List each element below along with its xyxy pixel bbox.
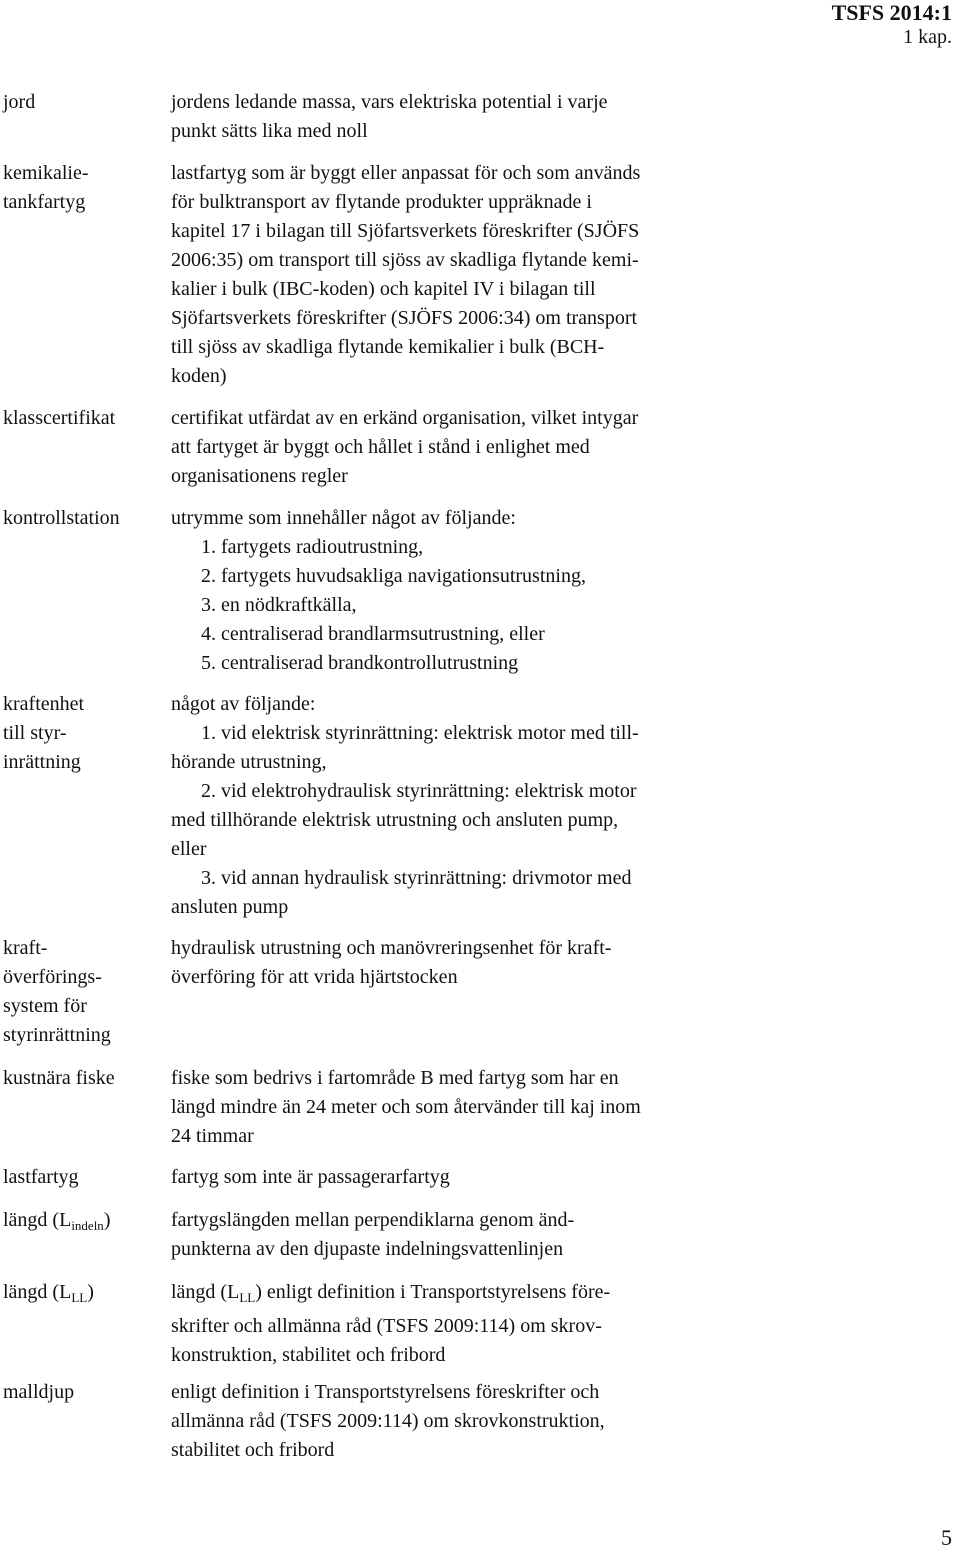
definition: [171, 88, 726, 146]
definition-line: fartyg som inte är passagerarfartyg: [171, 1166, 450, 1188]
list-item: 4. centraliserad brandlarmsutrustning, eller: [201, 623, 545, 645]
definition-line: Sjöfartsverkets föreskrifter (SJÖFS 2006:34) om transport: [171, 307, 638, 329]
term: [3, 1278, 153, 1312]
term-line: lastfartyg: [3, 1166, 79, 1188]
definition-line: punkterna av den djupaste indelningsvattenlinjen: [171, 1238, 564, 1260]
definition-line: punkt sätts lika med noll: [171, 120, 368, 142]
definition-line: konstruktion, stabilitet och fribord: [171, 1344, 446, 1366]
definition: [171, 504, 726, 678]
list-item-line: hörande utrustning,: [171, 751, 327, 773]
term: [3, 934, 153, 1050]
definition-line: kalier i bulk (IBC-koden) och kapitel IV i bilagan till: [171, 278, 596, 300]
page-number: 5: [941, 1525, 952, 1550]
term-line: tankfartyg: [3, 191, 86, 213]
definition-line: [171, 1278, 726, 1312]
list-item-text: 1. vid elektrisk styrinrättning: elektrisk motor med till-: [201, 722, 639, 744]
chapter-label: 1 kap.: [903, 26, 952, 48]
list-item-line: eller: [171, 838, 207, 860]
term: [3, 690, 153, 777]
definition-line: organisationens regler: [171, 465, 348, 487]
term: [3, 159, 153, 217]
definition: [171, 1206, 726, 1264]
term-line: till styr-: [3, 722, 67, 744]
term-line: inrättning: [3, 751, 81, 773]
list-item-line: med tillhörande elektrisk utrustning och ansluten pump,: [171, 809, 619, 831]
term-line: kustnära fiske: [3, 1067, 115, 1089]
list-item: 3. en nödkraftkälla,: [201, 594, 357, 616]
list-item-line: ansluten pump: [171, 896, 289, 918]
term: [3, 1163, 153, 1192]
term: [3, 1206, 153, 1240]
definition: [171, 159, 726, 391]
definition-line: till sjöss av skadliga flytande kemikalier i bulk (BCH-: [171, 336, 605, 358]
definition-line: 2006:35) om transport till sjöss av skadliga flytande kemi-: [171, 249, 639, 271]
definition-line: överföring för att vrida hjärtstocken: [171, 966, 458, 988]
definition-intro: utrymme som innehåller något av följande:: [171, 507, 516, 529]
definition-line: certifikat utfärdat av en erkänd organisation, vilket intygar: [171, 407, 639, 429]
term: [3, 404, 153, 433]
term-line: kraftenhet: [3, 693, 85, 715]
term-line: kraft-: [3, 937, 48, 959]
definition: [171, 934, 726, 992]
list-item: 5. centraliserad brandkontrollutrustning: [201, 652, 519, 674]
definition-line: fiske som bedrivs i fartområde B med fartyg som har en: [171, 1067, 619, 1089]
definition: [171, 1064, 726, 1151]
page-header: [832, 0, 952, 48]
term-subscript: LL: [71, 1290, 88, 1305]
list-item-line: [171, 719, 726, 748]
definition-text: ) enligt definition i Transportstyrelsens före-: [255, 1281, 611, 1303]
term-text: ): [103, 1209, 111, 1231]
list-item: 2. fartygets huvudsakliga navigationsutrustning,: [201, 565, 586, 587]
definition-line: kapitel 17 i bilagan till Sjöfartsverkets föreskrifter (SJÖFS: [171, 220, 640, 242]
definition-line: hydraulisk utrustning och manövreringsenhet för kraft-: [171, 937, 612, 959]
definition-line: för bulktransport av flytande produkter uppräknade i: [171, 191, 592, 213]
term-line: malldjup: [3, 1381, 75, 1403]
term-line: kontrollstation: [3, 507, 120, 529]
definition: [171, 404, 726, 491]
definition-line: koden): [171, 365, 227, 387]
definition: [171, 1163, 726, 1192]
definition-subscript: LL: [239, 1290, 256, 1305]
term: [3, 1064, 153, 1093]
definition: [171, 690, 726, 922]
regulation-code: TSFS 2014:1: [831, 0, 952, 25]
term: [3, 1378, 153, 1407]
definition-line: jordens ledande massa, vars elektriska potential i varje: [171, 91, 608, 113]
term-line: styrinrättning: [3, 1024, 111, 1046]
list-item-line: [171, 864, 726, 893]
definition-line: att fartyget är byggt och hållet i stånd i enlighet med: [171, 436, 590, 458]
definition-line: enligt definition i Transportstyrelsens föreskrifter och: [171, 1381, 600, 1403]
definition: [171, 1378, 726, 1465]
list-item-text: 2. vid elektrohydraulisk styrinrättning: elektrisk motor: [201, 780, 637, 802]
term-text: längd (L: [3, 1281, 72, 1303]
term-line: överförings-: [3, 966, 102, 988]
definition-line: skrifter och allmänna råd (TSFS 2009:114) om skrov-: [171, 1315, 602, 1337]
definition-line: allmänna råd (TSFS 2009:114) om skrovkonstruktion,: [171, 1410, 605, 1432]
term-text: längd (L: [3, 1209, 72, 1231]
definition-line: lastfartyg som är byggt eller anpassat för och som används: [171, 162, 641, 184]
definition-line: stabilitet och fribord: [171, 1439, 335, 1461]
definition: [171, 1278, 726, 1370]
definition-intro: något av följande:: [171, 693, 316, 715]
term-line: klasscertifikat: [3, 407, 116, 429]
term-text: ): [87, 1281, 94, 1303]
list-item-text: 3. vid annan hydraulisk styrinrättning: drivmotor med: [201, 867, 632, 889]
definition-line: 24 timmar: [171, 1125, 254, 1147]
term: [3, 88, 153, 117]
term-line: system för: [3, 995, 87, 1017]
definition-line: längd mindre än 24 meter och som återvänder till kaj inom: [171, 1096, 641, 1118]
term-line: kemikalie-: [3, 162, 89, 184]
term-subscript: indeln: [71, 1218, 104, 1233]
definition-line: fartygslängden mellan perpendiklarna genom änd-: [171, 1209, 575, 1231]
term-line: jord: [3, 91, 36, 113]
list-item: 1. fartygets radioutrustning,: [201, 536, 424, 558]
term: [3, 504, 153, 533]
definition-text: längd (L: [171, 1281, 240, 1303]
list-item-line: [171, 777, 726, 806]
